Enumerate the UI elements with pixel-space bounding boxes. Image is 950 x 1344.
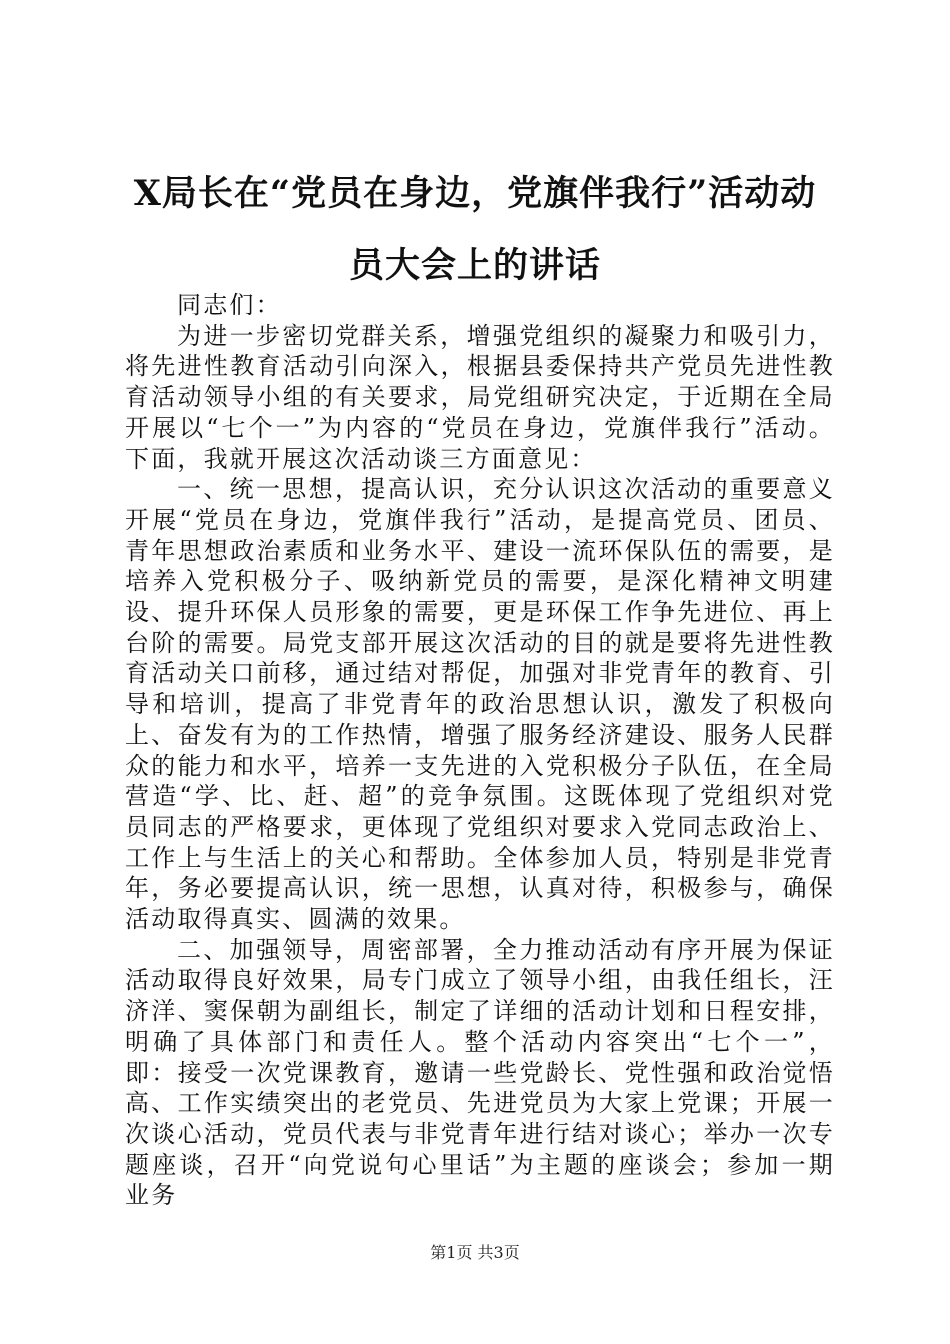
- salutation: 同志们：: [177, 291, 282, 319]
- title-line-1: X局长在“党员在身边，党旗伴我行”活动动: [133, 173, 817, 214]
- document-body: [125, 290, 835, 1211]
- document-title: [100, 158, 850, 302]
- paragraph-section-one: 一、统一思想，提高认识，充分认识这次活动的重要意义开展“党员在身边，党旗伴我行”活动，是提高党员、团员、青年思想政治素质和业务水平、建设一流环保队伍的需要，是培养入党积极分子、吸纳新党员的需要，是深化精神文明建设、提升环保人员形象的需要，更是环保工作争先进位、再上台阶的需要。局党支部开展这次活动的目的就是要将先进性教育活动关口前移，通过结对帮促，加强对非党青年的教育、引导和培训，提高了非党青年的政治思想认识，激发了积极向上、奋发有为的工作热情，增强了服务经济建设、服务人民群众的能力和水平，培养一支先进的入党积极分子队伍，在全局营造“学、比、赶、超”的竞争氛围。这既体现了党组织对党员同志的严格要求，更体现了党组织对要求入党同志政治上、工作上与生活上的关心和帮助。全体参加人员，特别是非党青年，务必要提高认识，统一思想，认真对待，积极参与，确保活动取得真实、圆满的效果。: [125, 475, 835, 934]
- paragraph-section-two: 二、加强领导，周密部署，全力推动活动有序开展为保证活动取得良好效果，局专门成立了领导小组，由我任组长，汪济洋、窦保朝为副组长，制定了详细的活动计划和日程安排，明确了具体部门和责任人。整个活动内容突出“七个一”，即：接受一次党课教育，邀请一些党龄长、党性强和政治觉悟高、工作实绩突出的老党员、先进党员为大家上党课；开展一次谈心活动，党员代表与非党青年进行结对谈心；举办一次专题座谈，召开“向党说句心里话”为主题的座谈会；参加一期业务: [125, 935, 835, 1210]
- page-footer: 第1页 共3页: [430, 1243, 520, 1262]
- title-line-2: 员大会上的讲话: [348, 245, 601, 286]
- paragraph-intro: 为进一步密切党群关系，增强党组织的凝聚力和吸引力，将先进性教育活动引向深入，根据县委保持共产党员先进性教育活动领导小组的有关要求，局党组研究决定，于近期在全局开展以“七个一”为内容的“党员在身边，党旗伴我行”活动。下面，我就开展这次活动谈三方面意见：: [125, 321, 835, 473]
